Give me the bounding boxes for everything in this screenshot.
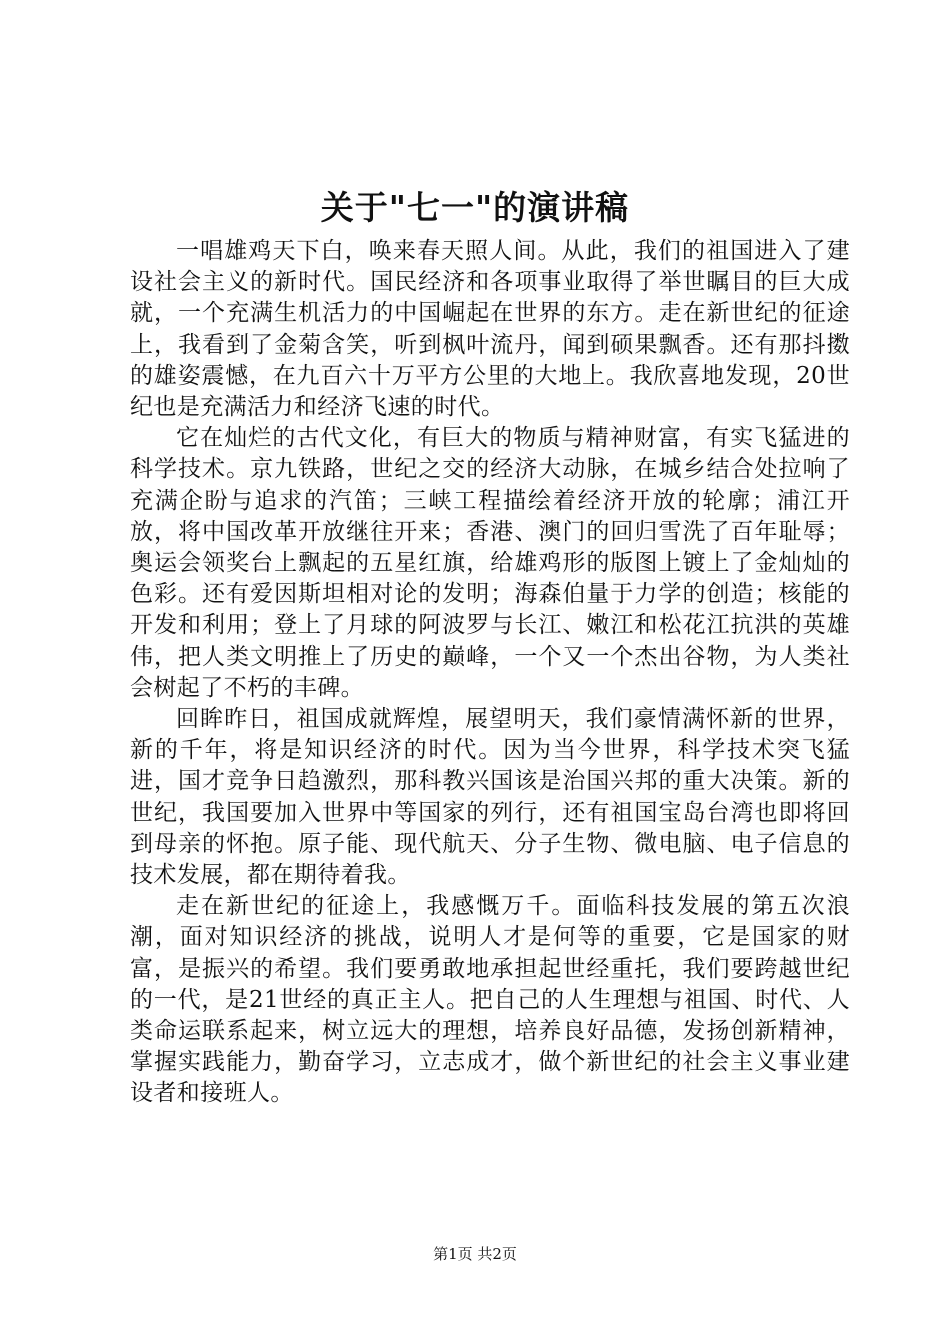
document-body [130,236,850,1110]
paragraph-4: 走在新世纪的征途上，我感慨万千。面临科技发展的第五次浪潮，面对知识经济的挑战，说明人才是何等的重要，它是国家的财富，是振兴的希望。我们要勇敢地承担起世经重托，我们要跨越世纪的一代，是21世经的真正主人。把自己的人生理想与祖国、时代、人类命运联系起来，树立远大的理想，培养良好品德，发扬创新精神，掌握实践能力，勤奋学习，立志成才，做个新世纪的社会主义事业建设者和接班人。 [130,893,850,1107]
page-number-footer: 第1页 共2页 [433,1245,517,1263]
paragraph-3: 回眸昨日，祖国成就辉煌，展望明天，我们豪情满怀新的世界，新的千年，将是知识经济的时代。因为当今世界，科学技术突飞猛进，国才竞争日趋激烈，那科教兴国该是治国兴邦的重大决策。新的世纪，我国要加入世界中等国家的列行，还有祖国宝岛台湾也即将回到母亲的怀抱。原子能、现代航天、分子生物、微电脑、电子信息的技术发展，都在期待着我。 [130,706,850,889]
paragraph-1: 一唱雄鸡天下白，唤来春天照人间。从此，我们的祖国进入了建设社会主义的新时代。国民经济和各项事业取得了举世瞩目的巨大成就，一个充满生机活力的中国崛起在世界的东方。走在新世纪的征途上，我看到了金菊含笑，听到枫叶流丹，闻到硕果飘香。还有那抖擞的雄姿震憾，在九百六十万平方公里的大地上。我欣喜地发现，20世纪也是充满活力和经济飞速的时代。 [130,238,850,421]
document-title: 关于"七一"的演讲稿 [320,188,630,227]
paragraph-2: 它在灿烂的古代文化，有巨大的物质与精神财富，有实飞猛进的科学技术。京九铁路，世纪之交的经济大动脉，在城乡结合处拉响了充满企盼与追求的汽笛；三峡工程描绘着经济开放的轮廓；浦江开放，将中国改革开放继往开来；香港、澳门的回归雪洗了百年耻辱；奥运会领奖台上飘起的五星红旗，给雄鸡形的版图上镀上了金灿灿的色彩。还有爱因斯坦相对论的发明；海森伯量于力学的创造；核能的开发和利用；登上了月球的阿波罗与长江、嫩江和松花江抗洪的英雄伟，把人类文明推上了历史的巅峰，一个又一个杰出谷物，为人类社会树起了不朽的丰碑。 [130,425,850,701]
